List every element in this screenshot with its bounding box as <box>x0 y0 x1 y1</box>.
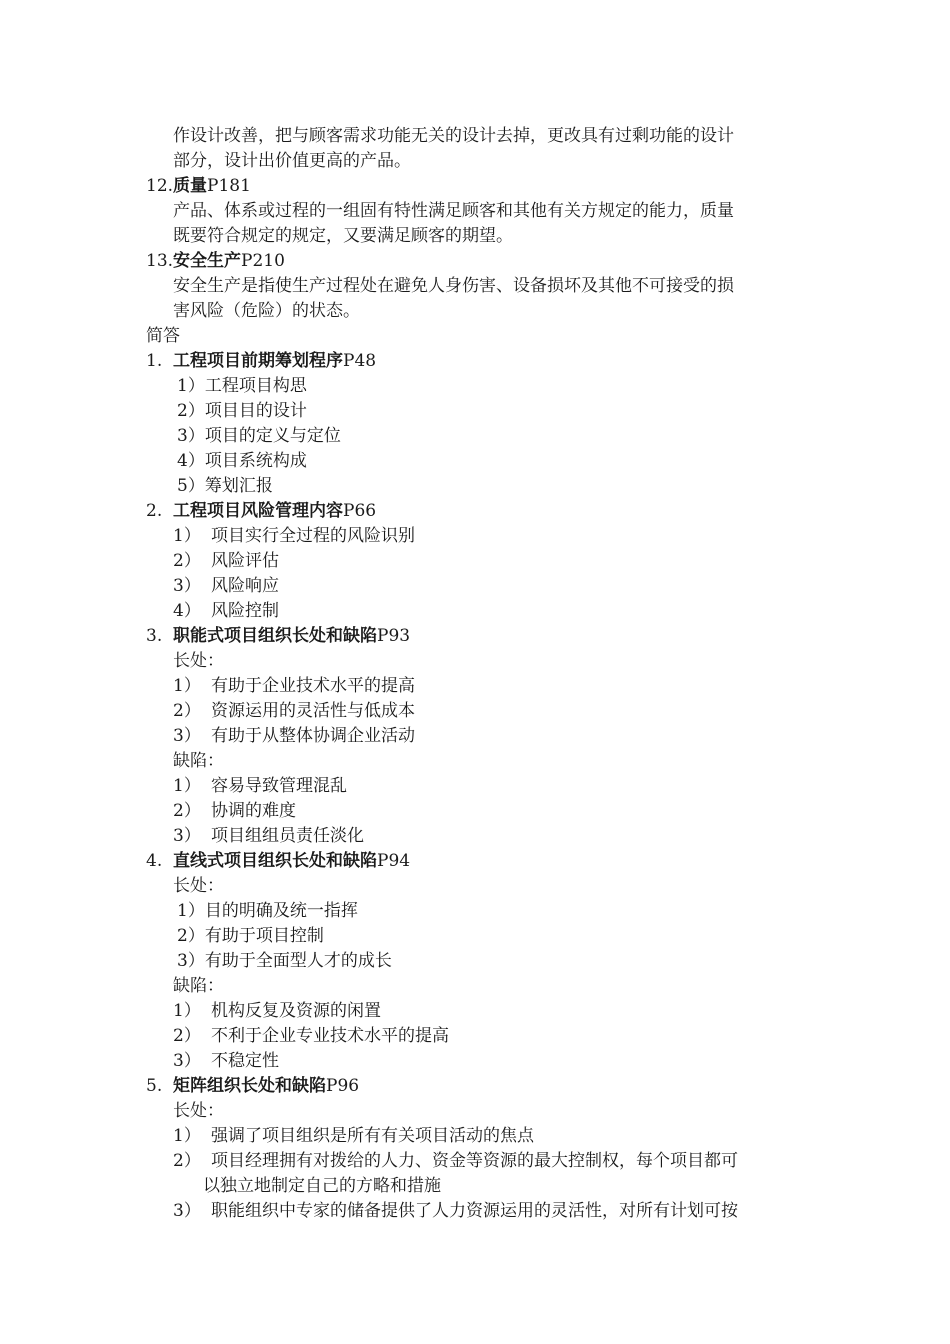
cons-label: 缺陷： <box>173 976 224 996</box>
list-item: 1） 机构反复及资源的闲置 <box>173 1001 381 1021</box>
question-heading <box>146 1074 359 1098</box>
question-title: 职能式项目组织长处和缺陷 <box>173 626 377 646</box>
item-number: 4. <box>146 851 163 871</box>
item-number: 1. <box>146 351 163 371</box>
paragraph-line: 产品、体系或过程的一组固有特性满足顾客和其他有关方规定的能力，质量 <box>173 201 734 221</box>
question-title: 工程项目风险管理内容 <box>173 501 343 521</box>
question-title: 工程项目前期筹划程序 <box>173 351 343 371</box>
question-heading <box>146 849 410 873</box>
list-item: 3）项目的定义与定位 <box>177 426 341 446</box>
list-item: 1）目的明确及统一指挥 <box>177 901 358 921</box>
page-ref: P93 <box>377 626 411 646</box>
list-item: 1） 容易导致管理混乱 <box>173 776 347 796</box>
definition-title: 安全生产 <box>173 251 242 271</box>
list-item: 1） 项目实行全过程的风险识别 <box>173 526 415 546</box>
list-item: 2） 资源运用的灵活性与低成本 <box>173 701 415 721</box>
section-heading: 简答 <box>146 326 180 346</box>
item-number: 2. <box>146 501 163 521</box>
question-heading <box>146 624 410 648</box>
item-number: 12. <box>146 176 174 196</box>
list-item: 2） 不利于企业专业技术水平的提高 <box>173 1026 449 1046</box>
list-item-continuation: 以独立地制定自己的方略和措施 <box>203 1176 441 1196</box>
list-item: 3） 职能组织中专家的储备提供了人力资源运用的灵活性，对所有计划可按 <box>173 1201 738 1221</box>
question-title: 矩阵组织长处和缺陷 <box>173 1076 326 1096</box>
list-item: 1） 有助于企业技术水平的提高 <box>173 676 415 696</box>
list-item: 3） 不稳定性 <box>173 1051 279 1071</box>
list-item: 1）工程项目构思 <box>177 376 307 396</box>
page-ref: P48 <box>343 351 377 371</box>
list-item: 2）有助于项目控制 <box>177 926 324 946</box>
item-number: 3. <box>146 626 163 646</box>
page-ref: P96 <box>326 1076 360 1096</box>
pros-label: 长处： <box>173 651 224 671</box>
list-item: 3） 项目组组员责任淡化 <box>173 826 364 846</box>
pros-label: 长处： <box>173 1101 224 1121</box>
list-item: 3） 风险响应 <box>173 576 279 596</box>
item-number: 13. <box>146 251 174 271</box>
cons-label: 缺陷： <box>173 751 224 771</box>
definition-heading <box>146 174 251 198</box>
paragraph-line: 部分，设计出价值更高的产品。 <box>173 151 411 171</box>
paragraph-line: 作设计改善，把与顾客需求功能无关的设计去掉，更改具有过剩功能的设计 <box>173 126 734 146</box>
list-item: 1） 强调了项目组织是所有有关项目活动的焦点 <box>173 1126 534 1146</box>
list-item: 4） 风险控制 <box>173 601 279 621</box>
paragraph-line: 既要符合规定的规定，又要满足顾客的期望。 <box>173 226 513 246</box>
item-number: 5. <box>146 1076 163 1096</box>
page-ref: P210 <box>241 251 285 271</box>
question-heading <box>146 349 376 373</box>
pros-label: 长处： <box>173 876 224 896</box>
page-ref: P94 <box>377 851 411 871</box>
list-item: 2） 项目经理拥有对拨给的人力、资金等资源的最大控制权，每个项目都可 <box>173 1151 738 1171</box>
list-item: 5）筹划汇报 <box>177 476 273 496</box>
definition-heading <box>146 249 285 273</box>
paragraph-line: 害风险（危险）的状态。 <box>173 301 360 321</box>
page-ref: P66 <box>343 501 377 521</box>
list-item: 2）项目目的设计 <box>177 401 307 421</box>
list-item: 4）项目系统构成 <box>177 451 307 471</box>
question-title: 直线式项目组织长处和缺陷 <box>173 851 377 871</box>
page-ref: P181 <box>207 176 251 196</box>
list-item: 2） 协调的难度 <box>173 801 296 821</box>
question-heading <box>146 499 376 523</box>
list-item: 3）有助于全面型人才的成长 <box>177 951 392 971</box>
definition-title: 质量 <box>173 176 208 196</box>
paragraph-line: 安全生产是指使生产过程处在避免人身伤害、设备损坏及其他不可接受的损 <box>173 276 734 296</box>
list-item: 2） 风险评估 <box>173 551 279 571</box>
list-item: 3） 有助于从整体协调企业活动 <box>173 726 415 746</box>
